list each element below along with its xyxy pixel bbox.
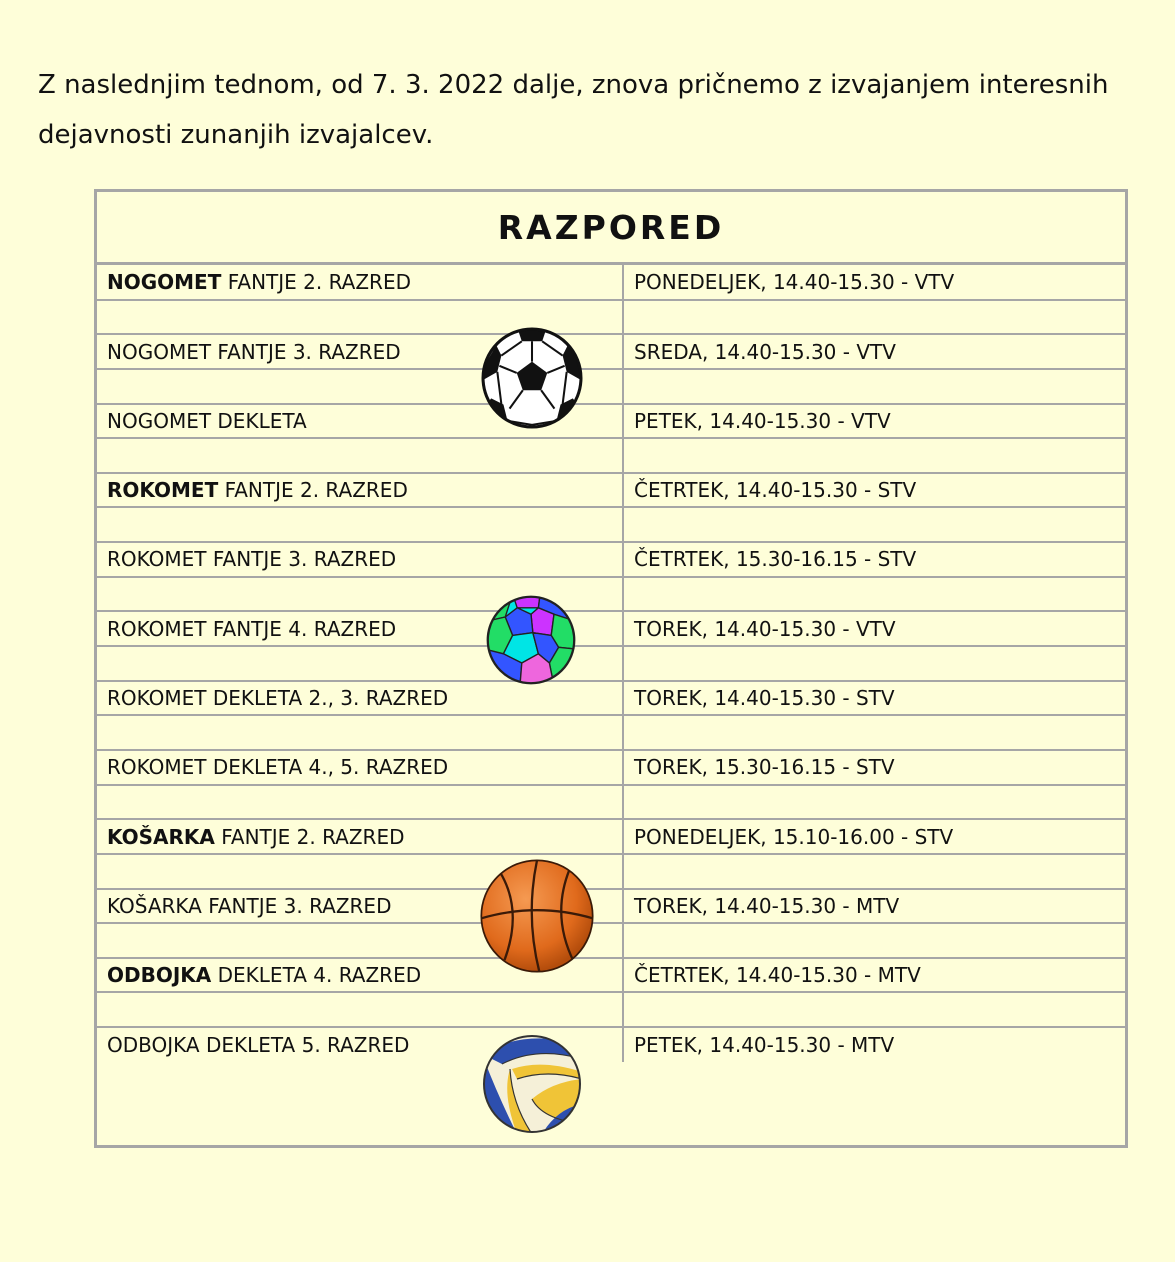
- table-row: [97, 889, 1125, 924]
- table-row: [97, 681, 1125, 716]
- table-row: [97, 992, 1125, 1027]
- time-cell: [623, 854, 1125, 889]
- activity-cell: ROKOMET FANTJE 2. RAZRED: [97, 473, 623, 508]
- activity-cell: [97, 785, 623, 820]
- table-row: [97, 715, 1125, 750]
- time-cell: TOREK, 14.40-15.30 - VTV: [623, 611, 1125, 646]
- table-row: [97, 404, 1125, 439]
- table-row: [97, 577, 1125, 612]
- time-cell: [623, 507, 1125, 542]
- table-row: [97, 958, 1125, 993]
- time-cell: PONEDELJEK, 15.10-16.00 - STV: [623, 819, 1125, 854]
- activity-cell: KOŠARKA FANTJE 3. RAZRED: [97, 889, 623, 924]
- time-cell: [623, 715, 1125, 750]
- time-cell: PETEK, 14.40-15.30 - VTV: [623, 404, 1125, 439]
- table-row: [97, 923, 1125, 958]
- table-row: [97, 334, 1125, 369]
- time-cell: TOREK, 14.40-15.30 - STV: [623, 681, 1125, 716]
- activity-cell: KOŠARKA FANTJE 2. RAZRED: [97, 819, 623, 854]
- activity-cell: ROKOMET DEKLETA 2., 3. RAZRED: [97, 681, 623, 716]
- time-cell: TOREK, 15.30-16.15 - STV: [623, 750, 1125, 785]
- schedule-title: RAZPORED: [97, 192, 1125, 265]
- time-cell: [623, 785, 1125, 820]
- time-cell: [623, 438, 1125, 473]
- activity-cell: NOGOMET FANTJE 2. RAZRED: [97, 265, 623, 300]
- table-row: [97, 854, 1125, 889]
- activity-cell: ROKOMET FANTJE 4. RAZRED: [97, 611, 623, 646]
- activity-cell: ODBOJKA DEKLETA 5. RAZRED: [97, 1027, 623, 1062]
- table-row: [97, 785, 1125, 820]
- table-row: [97, 438, 1125, 473]
- time-cell: ČETRTEK, 14.40-15.30 - MTV: [623, 958, 1125, 993]
- time-cell: [623, 646, 1125, 681]
- time-cell: [623, 300, 1125, 335]
- table-row: [97, 265, 1125, 300]
- handball-icon: [484, 594, 578, 686]
- time-cell: SREDA, 14.40-15.30 - VTV: [623, 334, 1125, 369]
- table-row: [97, 1027, 1125, 1062]
- volleyball-icon: [482, 1034, 582, 1134]
- time-cell: [623, 369, 1125, 404]
- table-row: [97, 646, 1125, 681]
- time-cell: ČETRTEK, 15.30-16.15 - STV: [623, 542, 1125, 577]
- soccer-ball-icon: [481, 327, 583, 429]
- activity-cell: [97, 715, 623, 750]
- intro-text: Z naslednjim tednom, od 7. 3. 2022 dalje, znova pričnemo z izvajanjem interesnih dejavnosti zunanjih izvajalcev.: [38, 70, 1109, 150]
- time-cell: PONEDELJEK, 14.40-15.30 - VTV: [623, 265, 1125, 300]
- basketball-icon: [479, 858, 595, 974]
- time-cell: [623, 992, 1125, 1027]
- activity-cell: NOGOMET DEKLETA: [97, 404, 623, 439]
- time-cell: [623, 923, 1125, 958]
- table-row: [97, 507, 1125, 542]
- activity-cell: [97, 992, 623, 1027]
- table-row: [97, 300, 1125, 335]
- table-row: [97, 819, 1125, 854]
- schedule-body: [97, 265, 1125, 1062]
- activity-cell: [97, 507, 623, 542]
- table-row: [97, 542, 1125, 577]
- schedule-table: [94, 189, 1128, 1148]
- table-row: [97, 369, 1125, 404]
- activity-cell: NOGOMET FANTJE 3. RAZRED: [97, 334, 623, 369]
- activity-cell: ROKOMET FANTJE 3. RAZRED: [97, 542, 623, 577]
- time-cell: ČETRTEK, 14.40-15.30 - STV: [623, 473, 1125, 508]
- activity-cell: ODBOJKA DEKLETA 4. RAZRED: [97, 958, 623, 993]
- time-cell: [623, 577, 1125, 612]
- table-row: [97, 611, 1125, 646]
- activity-cell: [97, 438, 623, 473]
- table-row: [97, 750, 1125, 785]
- time-cell: PETEK, 14.40-15.30 - MTV: [623, 1027, 1125, 1062]
- table-row: [97, 473, 1125, 508]
- activity-cell: ROKOMET DEKLETA 4., 5. RAZRED: [97, 750, 623, 785]
- time-cell: TOREK, 14.40-15.30 - MTV: [623, 889, 1125, 924]
